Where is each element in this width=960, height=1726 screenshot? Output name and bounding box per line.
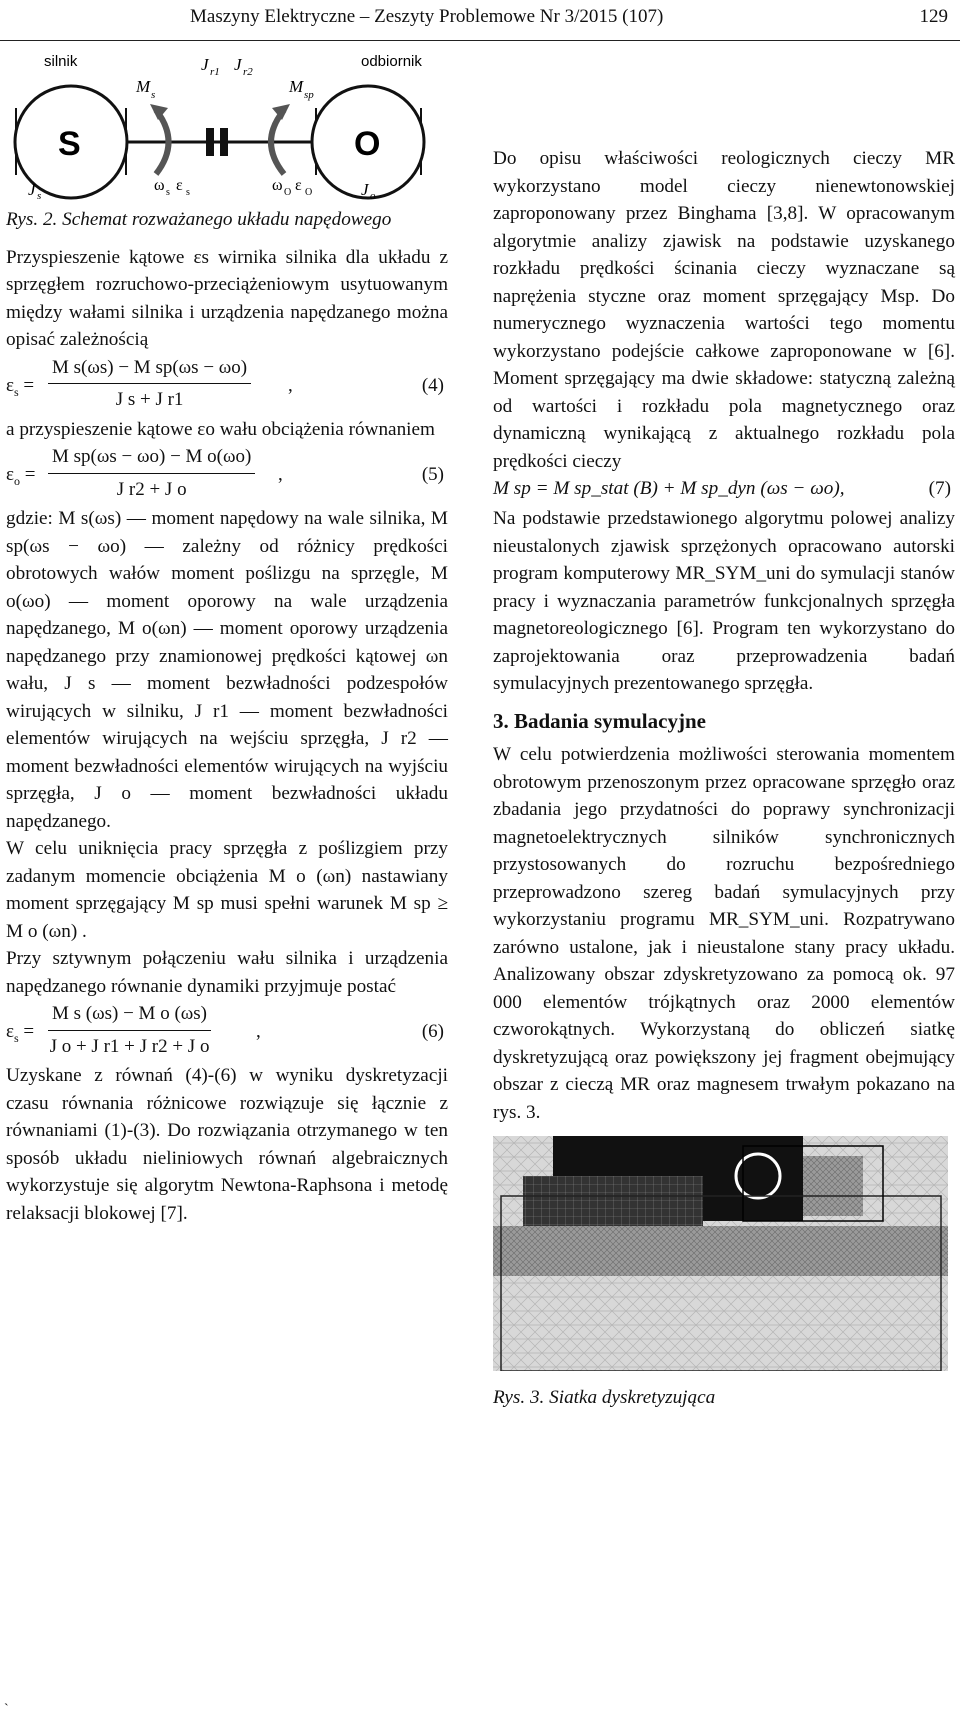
eq6-denominator: J o + J r1 + J r2 + J o	[49, 1035, 210, 1057]
svg-text:s: s	[186, 187, 190, 198]
page-number: 129	[919, 6, 948, 27]
svg-text:J: J	[234, 55, 242, 74]
svg-text:ε: ε	[176, 177, 183, 194]
equation-4: $\varepsilon_s$ = M s(ωs) − M sp(ωs − ωo) J s + J r1 , (4)	[6, 354, 448, 416]
equation-6: $\varepsilon_s$ = M s (ωs) − M o (ωs) J o + J r1 + J r2 + J o , (6)	[6, 1000, 448, 1062]
eq4-numerator: M s(ωs) − M sp(ωs − ωo)	[52, 356, 248, 378]
journal-title: Maszyny Elektryczne – Zeszyty Problemowe Nr 3/2015 (107)	[190, 6, 664, 27]
paragraph: Do opisu właściwości reologicznych cieczy MR wykorzystano model cieczy nienewtonowskiej zaproponowany przez Binghama [3,8]. W opracowanym algorytmie analizy zjawisk na podstawie uzyskanego rozkładu prędkości ścinania cieczy wyznaczane są naprężenia styczne oraz moment sprzęgający Msp. Do numerycznego wyznaczenia wartości tego momentu wykorzystano podejście całkowe zaproponowane w [6]. Moment sprzęgający ma dwie składowe: statyczną zależną od wartości i rozkładu pola magnetycznego oraz dynamiczną wynikającą z aktualnego rozkładu pola prędkości cieczy	[493, 148, 955, 472]
paragraph: Przyspieszenie kątowe εs wirnika silnika dla układu z sprzęgłem rozruchowo-przeciążeniowym usytuowanym między wałami silnika i urządzenia napędzanego można opisać zależnością	[6, 246, 448, 350]
paragraph: Uzyskane z równań (4)-(6) w wyniku dyskretyzacji czasu równania różnicowe rozwiązuje się łącznie z równaniami (1)-(3). Do rozwiązania otrzymanego w ten sposób układu nieliniowych równań algebraicznych wykorzystuje się algorytm Newtona-Raphsona i metodę relaksacji blokowej [7].	[6, 1065, 448, 1224]
svg-text:s: s	[151, 89, 156, 101]
eq6-numerator: M s (ωs) − M o (ωs)	[52, 1003, 208, 1024]
label-odbiornik: odbiornik	[361, 53, 422, 70]
svg-text:o: o	[370, 190, 376, 200]
figure-3-mesh	[493, 1136, 955, 1380]
label-S: S	[58, 125, 81, 163]
figure-3-caption: Rys. 3. Siatka dyskretyzująca	[493, 1386, 716, 1408]
paragraph: W celu potwierdzenia możliwości sterowania momentem obrotowym przenoszonym przez opracowane sprzęgło oraz zbadania jego przydatności do poprawy synchronizacji magnetoelektrycznych silników synchronicznych przystosowanych do rozruchu bezpośredniego przeprowadzono szereg badań symulacyjnych przy wykorzystaniu programu MR_SYM_uni. Rozpatrywano zarówno ustalone, jak i nieustalone stany pracy układu. Analizowany obszar zdyskretyzowano za pomocą ok. 97 000 elementów trójkątnych oraz 2000 elementów czworokątnych. Wykorzystaną do obliczeń siatkę dyskretyzującą oraz powiększony jej fragment obejmujący obszar z cieczą MR oraz magnesem trwałym pokazano na rys. 3.	[493, 744, 955, 1123]
svg-text:ω: ω	[272, 177, 283, 194]
svg-text:J: J	[361, 180, 369, 199]
eq5-denominator: J r2 + J o	[116, 478, 187, 500]
drive-schema-diagram	[6, 50, 446, 200]
svg-text:s: s	[166, 187, 170, 198]
equation-5: $\varepsilon_o$ = M sp(ωs − ωo) − M o(ωo) J r2 + J o , (5)	[6, 443, 448, 505]
svg-text:ε: ε	[295, 177, 302, 194]
eq7-number: (7)	[928, 478, 951, 499]
paragraph: W celu uniknięcia pracy sprzęgła z poślizgiem przy zadanym momencie obciążenia M o (ωn) nastawiany moment sprzęgający M sp musi spełni warunek M sp ≥ M o (ωn) .	[6, 838, 448, 942]
bottom-mark: `	[4, 1702, 9, 1717]
label-O: O	[354, 125, 381, 163]
svg-text:M: M	[289, 77, 304, 96]
svg-text:O: O	[305, 187, 313, 198]
svg-text:ω: ω	[154, 177, 165, 194]
eq5-numerator: M sp(ωs − ωo) − M o(ωo)	[52, 446, 252, 467]
page-header	[0, 0, 960, 41]
svg-text:M: M	[136, 77, 151, 96]
equation-7	[493, 475, 955, 505]
svg-text:s: s	[37, 190, 42, 200]
eq7-body: M sp = M sp_stat (B) + M sp_dyn (ωs − ωo),	[493, 478, 845, 499]
eq5-number: (5)	[421, 464, 444, 485]
section-heading: 3. Badania symulacyjne	[493, 708, 706, 733]
eq4-denominator: J s + J r1	[115, 389, 184, 410]
svg-text:sp: sp	[304, 89, 314, 101]
svg-text:r2: r2	[243, 66, 253, 78]
eq4-number: (4)	[421, 374, 444, 396]
svg-text:O: O	[284, 187, 292, 198]
figure-2-schema	[6, 50, 436, 200]
label-silnik: silnik	[44, 53, 78, 70]
right-column	[493, 145, 955, 1411]
figure-2-caption: Rys. 2. Schemat rozważanego układu napędowego	[6, 209, 392, 230]
mesh-image	[493, 1136, 948, 1371]
paragraph: a przyspieszenie kątowe εo wału obciążenia równaniem	[6, 418, 435, 440]
paragraph: Na podstawie przedstawionego algorytmu polowej analizy nieustalonych zjawisk sprzężonych opracowano autorski program komputerowy MR_SYM_uni do symulacji stanów pracy i wyznaczania parametrów funkcjonalnych sprzęgła magnetoreologicznego [6]. Program ten wykorzystano do zaprojektowania oraz przeprowadzenia badań symulacyjnych prezentowanego sprzęgła.	[493, 508, 955, 694]
paragraph: Przy sztywnym połączeniu wału silnika i urządzenia napędzanego równanie dynamiki przyjmuje postać	[6, 948, 448, 997]
svg-text:r1: r1	[210, 66, 220, 78]
paragraph: gdzie: M s(ωs) — moment napędowy na wale silnika, M sp(ωs − ωo) — zależny od różnicy prędkości obrotowych wałów moment poślizgu na sprzęgle, M o(ωo) — moment oporowy na wale urządzenia napędzanego, M o(ωn) — moment oporowy urządzenia napędzanego przy znamionowej prędkości kątowej ωn wału, J s — moment bezwładności podzespołów wirujących w silniku, J r1 — moment bezwładności elementów wirujących na wejściu sprzęgła, J r2 — moment bezwładności elementów wirujących na wyjściu sprzęgła, J o — moment bezwładności układu napędzanego.	[6, 508, 448, 832]
svg-text:J: J	[201, 55, 209, 74]
eq6-number: (6)	[421, 1021, 444, 1042]
left-column	[6, 50, 448, 1227]
svg-text:J: J	[28, 180, 36, 199]
